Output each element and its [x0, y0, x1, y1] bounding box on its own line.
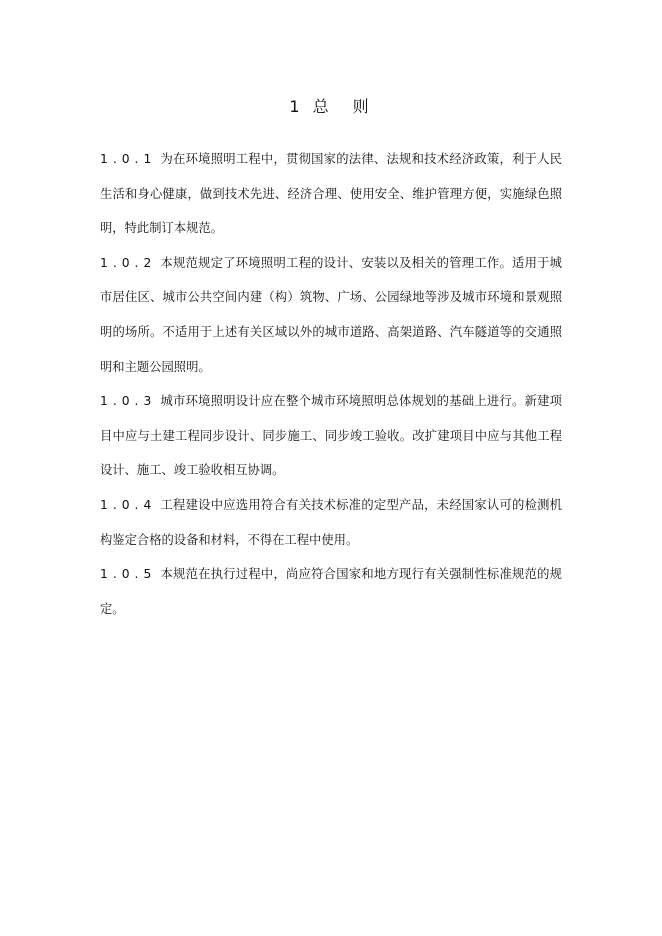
chapter-title: 1 总 则: [289, 97, 373, 116]
clause-1-0-1: [100, 142, 562, 246]
clause-number: 1.0.5: [100, 567, 157, 582]
clause-number: 1.0.4: [100, 497, 157, 512]
clause-text: 城市环境照明设计应在整个城市环境照明总体规划的基础上进行。新建项目中应与土建工程同步设计、同步施工、同步竣工验收。改扩建项目中应与其他工程设计、施工、竣工验收相互协调。: [100, 394, 562, 478]
clause-number: 1.0.2: [100, 255, 157, 270]
clause-text: 工程建设中应选用符合有关技术标准的定型产品，未经国家认可的检测机构鉴定合格的设备和材料，不得在工程中使用。: [100, 497, 562, 547]
clause-list: [100, 142, 562, 626]
clause-text: 为在环境照明工程中，贯彻国家的法律、法规和技术经济政策，利于人民生活和身心健康，做到技术先进、经济合理、使用安全、维护管理方便，实施绿色照明，特此制订本规范。: [100, 152, 562, 236]
clause-1-0-4: [100, 488, 562, 557]
clause-1-0-5: [100, 557, 562, 626]
clause-number: 1.0.1: [100, 152, 157, 166]
clause-text: 本规范规定了环境照明工程的设计、安装以及相关的管理工作。适用于城市居住区、城市公共空间内建（构）筑物、广场、公园绿地等涉及城市环境和景观照明的场所。不适用于上述有关区域以外的城市道路、高架道路、汽车隧道等的交通照明和主题公园照明。: [100, 255, 562, 374]
clause-1-0-3: [100, 384, 562, 488]
clause-1-0-2: [100, 246, 562, 384]
clause-number: 1.0.3: [100, 394, 157, 409]
clause-text: 本规范在执行过程中，尚应符合国家和地方现行有关强制性标准规范的规定。: [100, 567, 562, 616]
